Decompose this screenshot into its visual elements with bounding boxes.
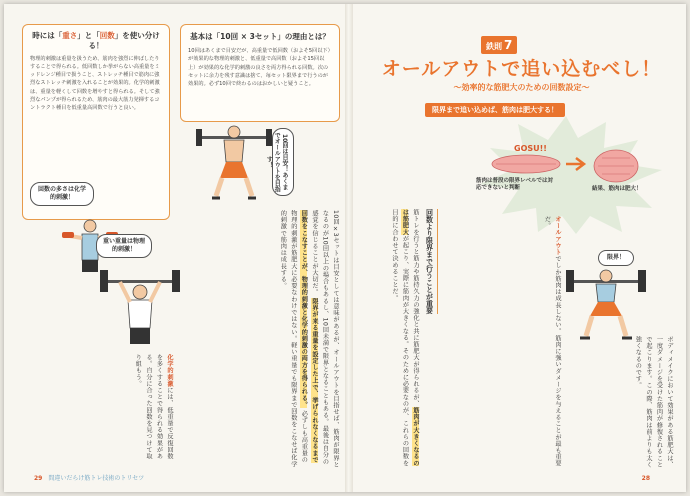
bubble-ten-reps: 10回は目安！あくまでオールアウトを目指す！ xyxy=(272,128,294,196)
hypertrophy-banner: 限界まで追い込めば、筋肉は肥大する！ xyxy=(425,103,565,117)
chapter-subtitle: 〜効率的な筋肥大のための回数設定〜 xyxy=(453,83,590,92)
right-squat-illustration xyxy=(564,266,648,342)
book-spread xyxy=(4,4,686,492)
book-gutter xyxy=(345,4,353,492)
right-body-column-a: 筋トレを行うと筋力や筋持久力の強化と共に筋肥大が得られるが、筋肉が大きくなるのは筋肥大が起こり、実際に筋肉が大きくなる。そのために必要なのが、これらの回数を目的に合わせて決めることだ。 xyxy=(390,209,419,467)
squat-illustration xyxy=(194,122,274,202)
rule-badge: 鉄則 7 xyxy=(481,36,517,54)
gosu-text: GOSU!! xyxy=(514,144,547,153)
barbell-illustration xyxy=(100,266,180,346)
chapter-title: オールアウトで追い込むべし！ xyxy=(381,58,662,80)
right-body-column-b: オールアウトでしか筋肉は成長しない。筋肉に強いダメージを与えることが最も重要だ。 xyxy=(543,216,561,467)
midbox-title: 基本は「10回 × 3セット」の理由とは？ xyxy=(190,32,330,41)
right-folio: 28 xyxy=(641,475,650,482)
left-folio: 29 間違いだらけ筋トレ技術のトリセツ xyxy=(34,475,145,482)
midbox-body: 10回はあくまで目安だが、高重量で低回数（およそ5回以下）が効果的な物理的刺激と、低重量で高回数（およそ15回以上）が効果的な化学的刺激の良さを両方得られる回数。次のセットに余力を残す意識は捨て、毎セット限界まで行うのが効果的。必ず10回で終わるのはおかしいと疑うこと。 xyxy=(188,48,331,88)
section-heading: 回数より限界まで行うことが重要 xyxy=(424,209,438,314)
sidebox-body: 物理的刺激は重量を扱うため、筋肉を強烈に伸ばしたりすることで得られる。低回数しか挙がらない高重量をミッドレンジ種目で扱うこと、ストレッチ種目で筋肉に強烈なストレッチ刺激を入れることが効果的。化学的刺激は、重量を軽くして回数を増やすと得られる。そして強烈なパンプが得られるため、筋肉の最大筋力発揮するコントラクト種目を低重量高回数で行うと良い。 xyxy=(30,56,160,111)
caption-muscle-grows: 結果、筋肉は肥大！ xyxy=(592,186,642,192)
ten-by-three-box xyxy=(180,24,340,122)
bubble-heavy-weight: 重い重量は物理的刺激！ xyxy=(96,234,152,258)
sidebox-title: 時には「重さ」と「回数」を使い分ける！ xyxy=(32,31,160,51)
left-body-column-b: 化学的刺激には、低重量で反復回数を多くすることで得られる効果がある。自分に合った回数を見つけて取り組もう。 xyxy=(134,354,173,460)
bubble-limit: 限界！ xyxy=(598,250,634,266)
caption-muscle-limit: 筋肉は普段の限界レベルでは対応できないと判断 xyxy=(476,178,554,192)
left-body-column-a: 10回×3セットは目安としては意味があるが、オールアウトを目指せば、筋肉が限界となるのが10回以上の場合もあるし、10回未満で限界となることもある。最後は自分の感覚を信じることが大切だ。 限界が来る重量を設定した上で、挙げられなくなるまで回数をこなすことが、物理的刺激と化学的刺激の両方を得られる。 必ずしも高重量の物理的刺激が筋肥大に必要なわけではない。軽い重量でも限界まで回数をこなせば化学的刺激で筋肉は成長する。 xyxy=(279,210,339,468)
bubble-light-weight: 回数の多さは化学的刺激！ xyxy=(30,182,94,206)
right-body-column-c: ボディメイクにおいて効果がある筋肥大は、一度ダメージを受けた筋肉が修復されることで起こります。この際、筋肉は前よりも太く強くなるのです。 xyxy=(634,336,673,468)
